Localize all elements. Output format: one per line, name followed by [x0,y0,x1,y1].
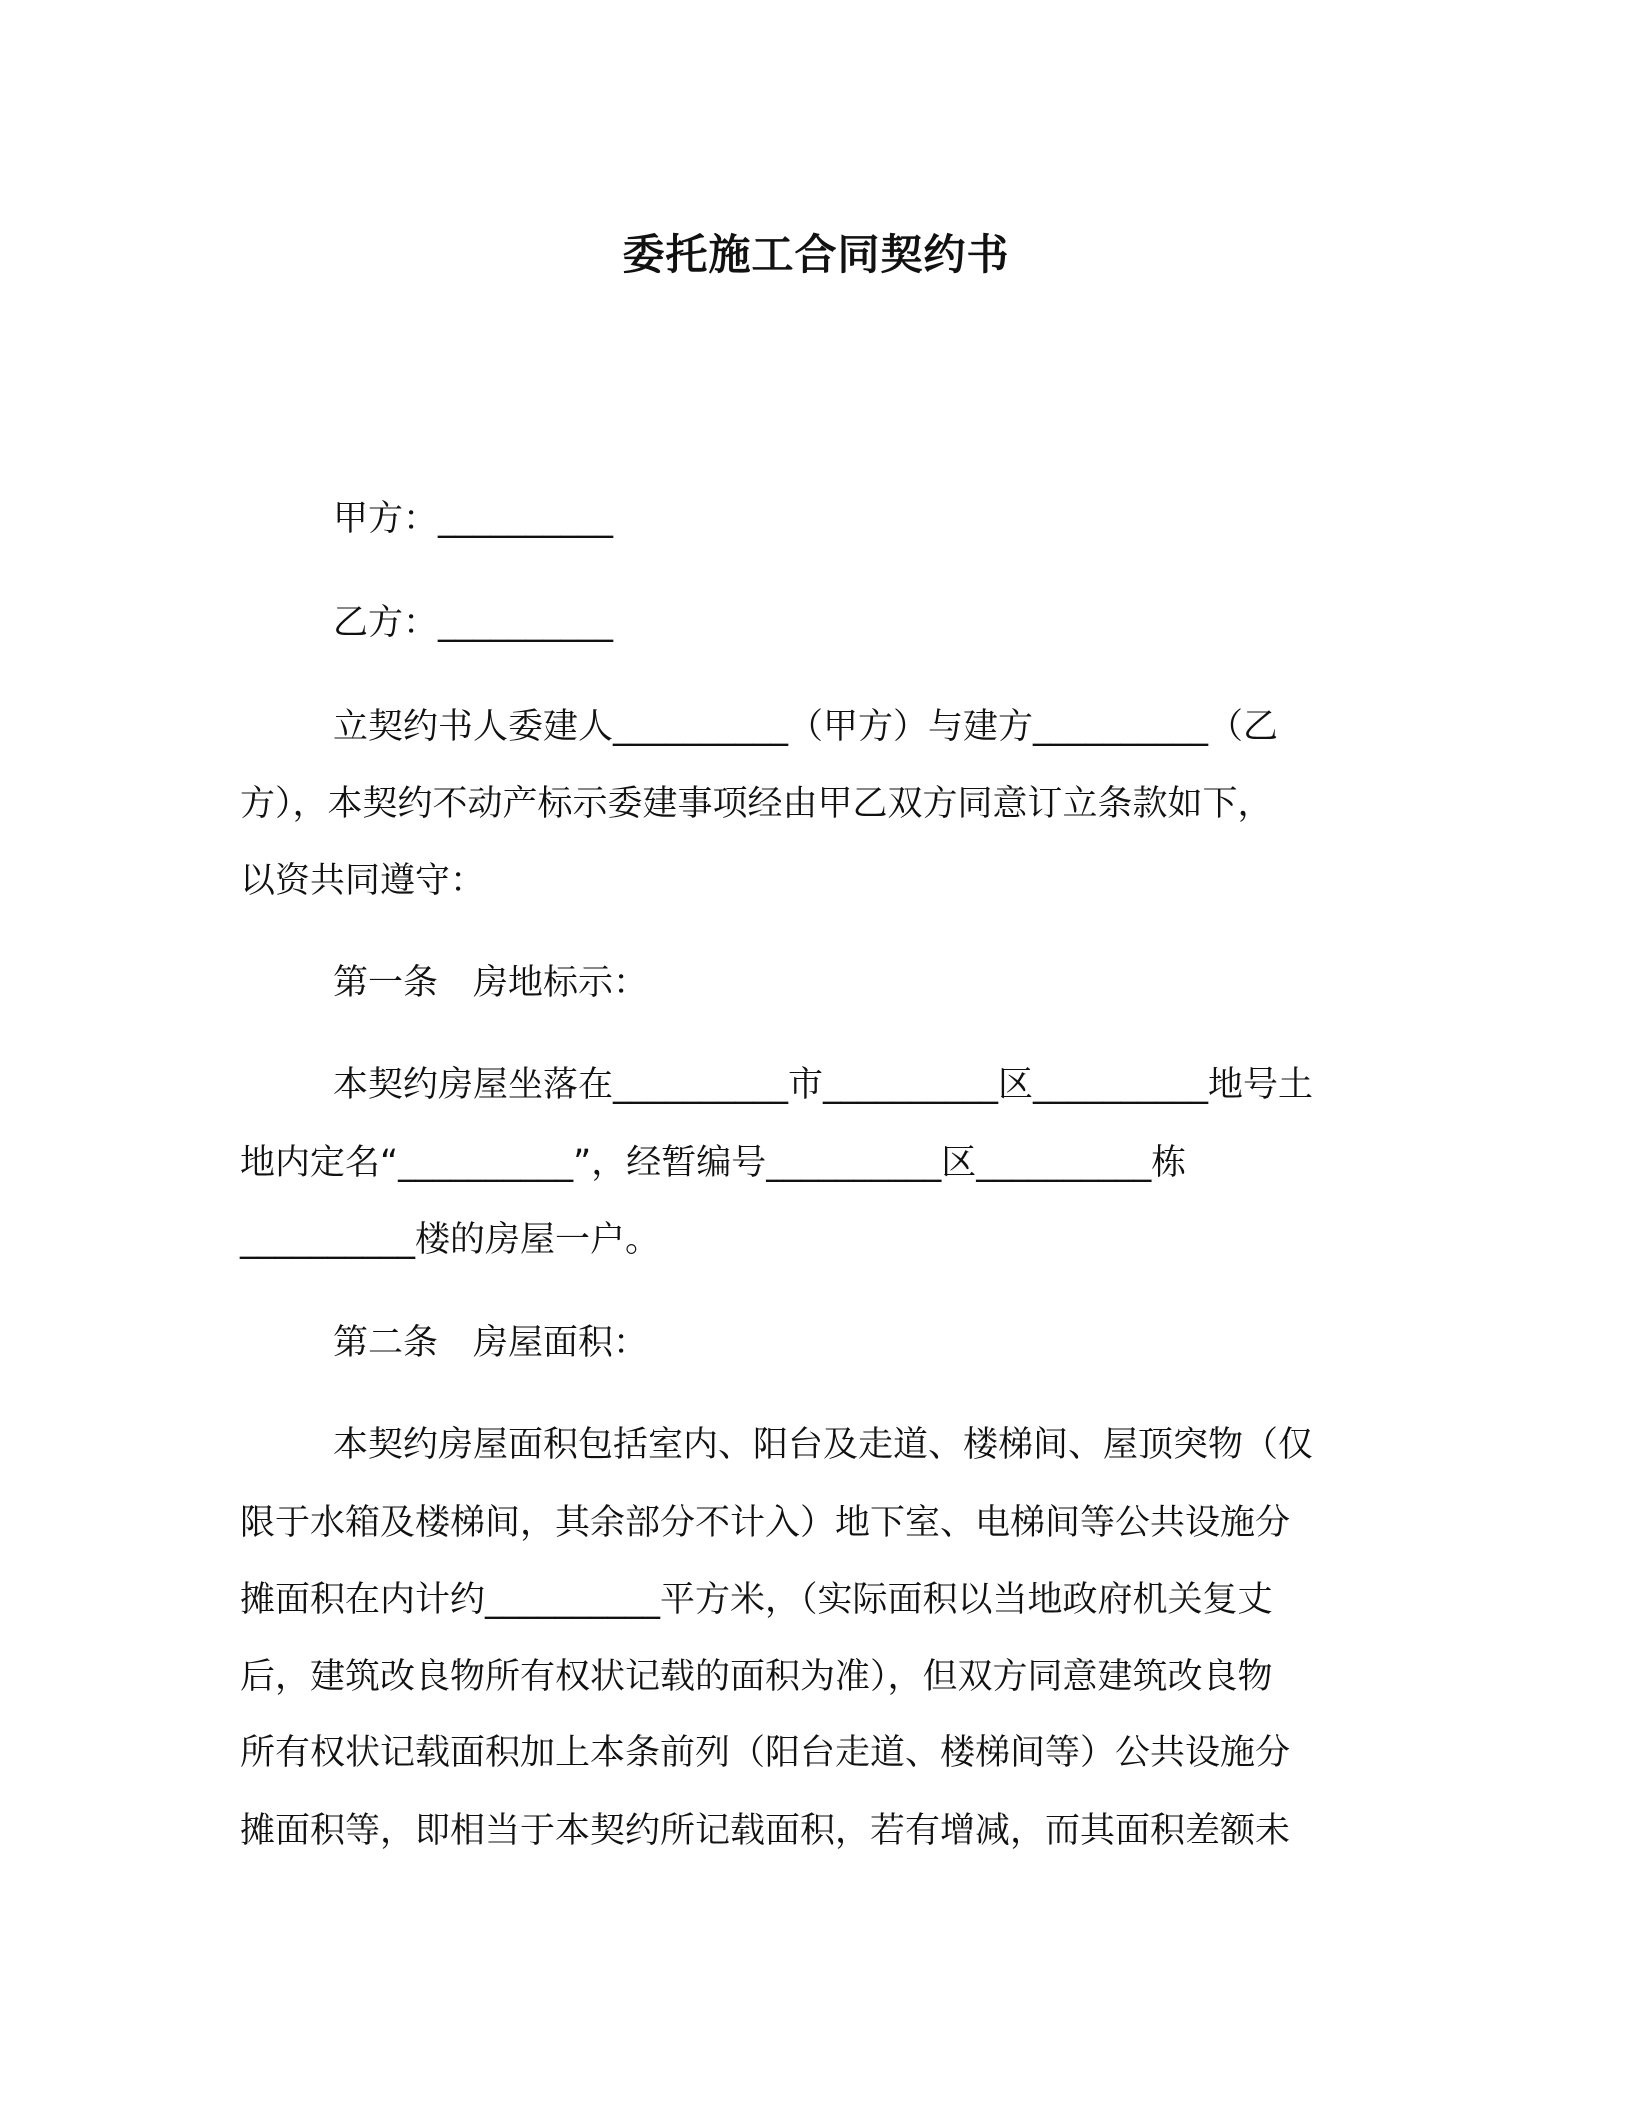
article1-line: __________楼的房屋一户。 [240,1220,661,1260]
article1-line: 本契约房屋坐落在__________市__________区__________地号土 [333,1065,1314,1105]
party-b-line: 乙方：__________ [333,603,614,643]
article2-line: 限于水箱及楼梯间，其余部分不计入）地下室、电梯间等公共设施分 [240,1503,1291,1543]
intro-line: 方），本契约不动产标示委建事项经由甲乙双方同意订立条款如下， [240,784,1273,824]
document-title: 委托施工合同契约书 [622,230,1010,279]
article2-line: 摊面积在内计约__________平方米，（实际面积以当地政府机关复丈 [240,1580,1273,1620]
intro-line: 立契约书人委建人__________（甲方）与建方__________（乙 [333,707,1279,747]
article2-line: 本契约房屋面积包括室内、阳台及走道、楼梯间、屋顶突物（仅 [333,1425,1314,1465]
article2-heading: 第二条 房屋面积： [333,1323,649,1363]
article2-line: 后，建筑改良物所有权状记载的面积为准），但双方同意建筑改良物 [240,1657,1273,1697]
article1-line: 地内定名“__________”，经暂编号__________区__________栋 [240,1143,1187,1183]
intro-line: 以资共同遵守： [240,861,486,901]
party-a-line: 甲方：__________ [333,499,614,539]
article2-line: 所有权状记载面积加上本条前列（阳台走道、楼梯间等）公共设施分 [240,1733,1291,1773]
article1-heading: 第一条 房地标示： [333,963,649,1003]
article2-line: 摊面积等，即相当于本契约所记载面积，若有增减，而其面积差额未 [240,1811,1291,1851]
